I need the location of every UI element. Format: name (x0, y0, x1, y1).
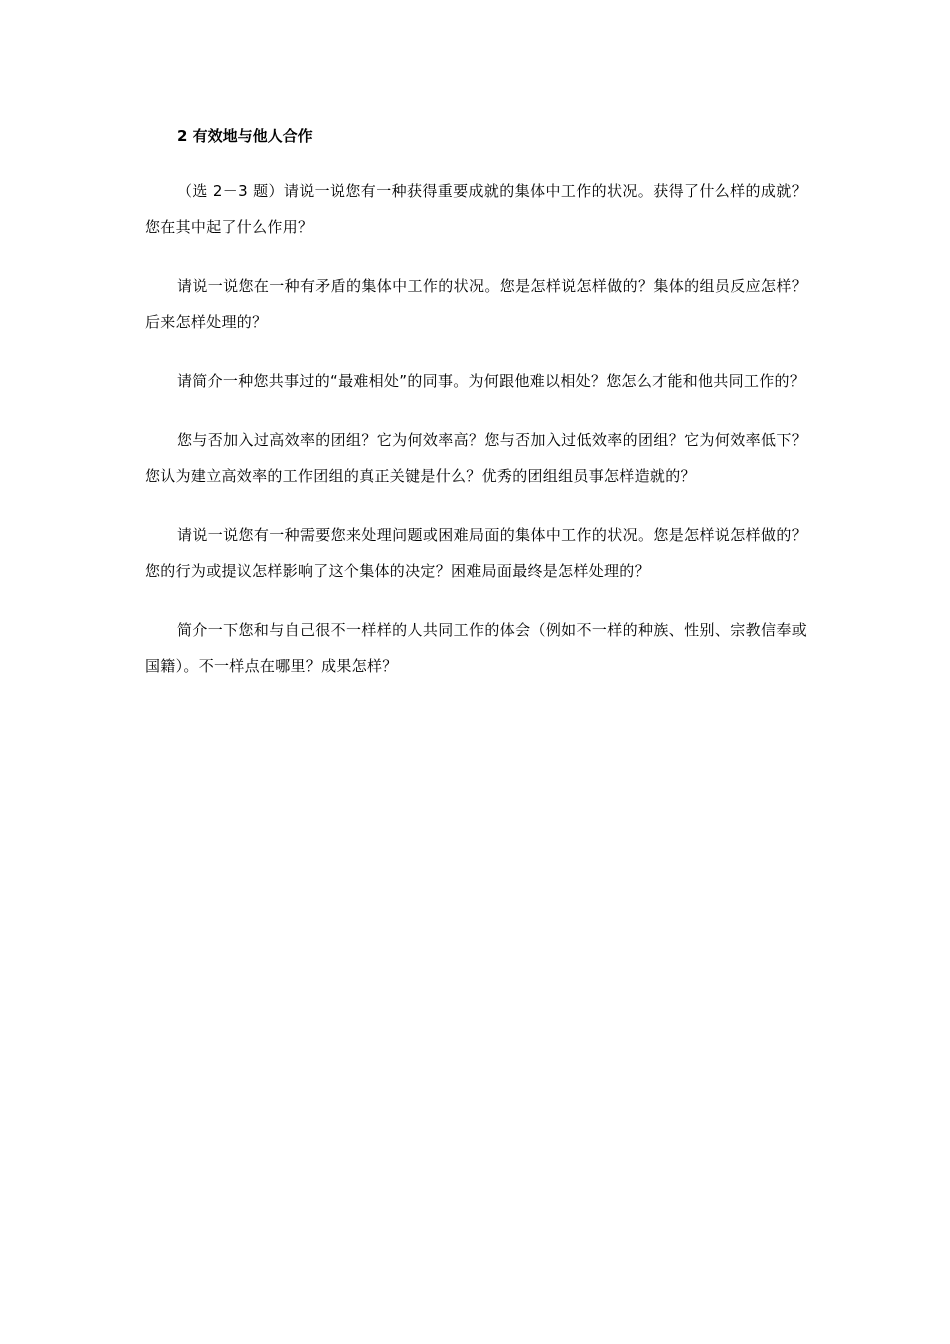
document-body (145, 121, 807, 707)
question-paragraph: 请说一说您有一种需要您来处理问题或困难局面的集体中工作的状况。您是怎样说怎样做的？您的行为或提议怎样影响了这个集体的决定？困难局面最终是怎样处理的？ (145, 526, 807, 580)
question-paragraph: （选 2－3 题）请说一说您有一种获得重要成就的集体中工作的状况。获得了什么样的成就？您在其中起了什么作用？ (145, 182, 807, 236)
question-paragraph: 请说一说您在一种有矛盾的集体中工作的状况。您是怎样说怎样做的？集体的组员反应怎样？后来怎样处理的？ (145, 277, 807, 331)
question-paragraph: 请简介一种您共事过的“最难相处”的同事。为何跟他难以相处？您怎么才能和他共同工作的？ (177, 372, 806, 390)
question-paragraph: 简介一下您和与自己很不一样样的人共同工作的体会（例如不一样的种族、性别、宗教信奉或国籍）。不一样点在哪里？成果怎样？ (145, 621, 807, 675)
section-heading: 2 有效地与他人合作 (177, 127, 313, 145)
question-paragraph: 您与否加入过高效率的团组？它为何效率高？您与否加入过低效率的团组？它为何效率低下？您认为建立高效率的工作团组的真正关键是什么？优秀的团组组员事怎样造就的？ (145, 431, 807, 485)
